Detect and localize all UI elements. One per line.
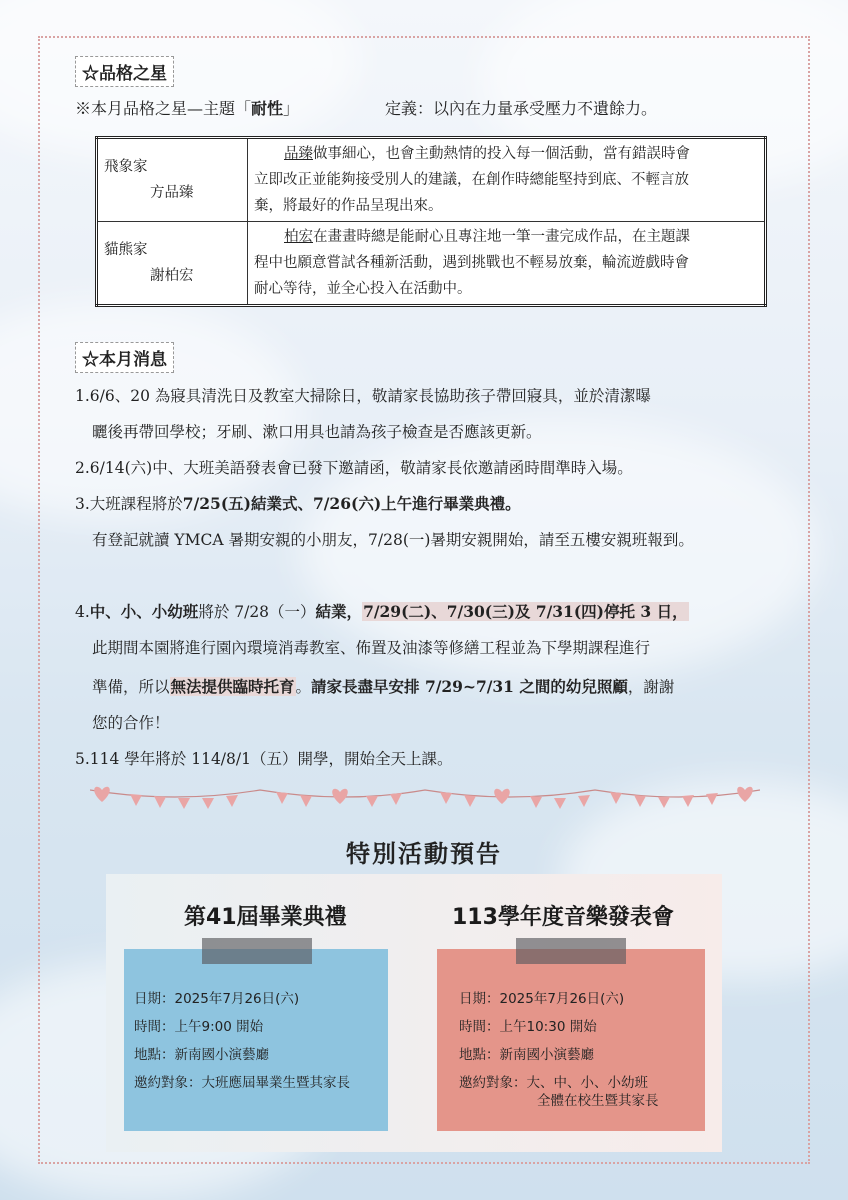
graduation-invite: 邀約對象：大班應屆畢業生暨其家長	[134, 1075, 350, 1091]
concert-place: 地點：新南國小演藝廳	[459, 1047, 594, 1063]
star-class: 飛象家	[104, 159, 148, 175]
concert-title: 113學年度音樂發表會	[452, 905, 674, 930]
star-theme-line: ※本月品格之星—主題「耐性」	[75, 99, 300, 118]
news-item-4: 4.中、小、小幼班將於 7/28（一）結業，7/29(二)、7/30(三)及 7/31(四)停托 3 日，	[75, 602, 688, 621]
concert-date: 日期：2025年7月26日(六)	[459, 991, 625, 1007]
background-cloud	[0, 300, 300, 520]
concert-invite: 邀約對象：大、中、小、小幼班	[459, 1075, 648, 1091]
star-description: 柏宏在畫畫時總是能耐心且專注地一筆一畫完成作品，在主題課 程中也願意嘗試各種新活動，遇到挑戰也不輕易放棄，輪流遊戲時會 耐心等待，並全心投入在活動中。	[248, 222, 766, 306]
news-item-4-cont: 您的合作！	[92, 714, 170, 732]
star-class-cell	[97, 138, 248, 222]
star-class-cell	[97, 222, 248, 306]
star-definition: 定義：以內在力量承受壓力不遺餘力。	[385, 99, 658, 118]
graduation-title: 第41屆畢業典禮	[184, 905, 347, 930]
graduation-card	[124, 949, 388, 1131]
star-table	[95, 136, 767, 307]
news-item-1-cont: 曬後再帶回學校；牙刷、漱口用具也請為孩子檢查是否應該更新。	[92, 423, 542, 441]
news-item-3-cont: 有登記就讀 YMCA 暑期安親的小朋友，7/28(一)暑期安親開始，請至五樓安親班報到。	[92, 531, 694, 549]
star-student-name: 謝柏宏	[150, 268, 194, 284]
tape-decoration	[516, 938, 626, 964]
graduation-date: 日期：2025年7月26日(六)	[134, 991, 300, 1007]
graduation-place: 地點：新南國小演藝廳	[134, 1047, 269, 1063]
tape-decoration	[202, 938, 312, 964]
news-item-2: 2.6/14(六)中、大班美語發表會已發下邀請函，敬請家長依邀請函時間準時入場。	[75, 459, 633, 477]
star-heading: ☆品格之星	[75, 56, 174, 87]
news-item-3: 3.大班課程將於7/25(五)結業式、7/26(六)上午進行畢業典禮。	[75, 494, 521, 513]
news-item-5: 5.114 學年將於 114/8/1（五）開學，開始全天上課。	[75, 750, 453, 768]
concert-time: 時間：上午10:30 開始	[459, 1019, 597, 1035]
graduation-time: 時間：上午9:00 開始	[134, 1019, 264, 1035]
star-class: 貓熊家	[104, 242, 148, 258]
concert-card	[437, 949, 705, 1131]
star-description: 品臻做事細心，也會主動熱情的投入每一個活動，當有錯誤時會 立即改正並能夠接受別人的建議，在創作時總能堅持到底、不輕言放 棄，將最好的作品呈現出來。	[248, 138, 766, 222]
news-item-1: 1.6/6、20 為寢具清洗日及教室大掃除日，敬請家長協助孩子帶回寢具，並於清潔曝	[75, 387, 651, 405]
table-row	[97, 138, 766, 222]
activities-heading: 特別活動預告	[346, 840, 502, 868]
news-item-4-cont: 此期間本園將進行園內環境消毒教室、佈置及油漆等修繕工程並為下學期課程進行	[92, 639, 651, 657]
news-item-4-cont: 準備，所以無法提供臨時托育。請家長盡早安排 7/29~7/31 之間的幼兒照顧，謝謝	[92, 677, 675, 696]
star-student-name: 方品臻	[150, 185, 194, 201]
bunting-banner	[90, 782, 760, 816]
table-row	[97, 222, 766, 306]
concert-invite-cont: 全體在校生暨其家長	[537, 1093, 659, 1109]
news-heading: ☆本月消息	[75, 342, 174, 373]
